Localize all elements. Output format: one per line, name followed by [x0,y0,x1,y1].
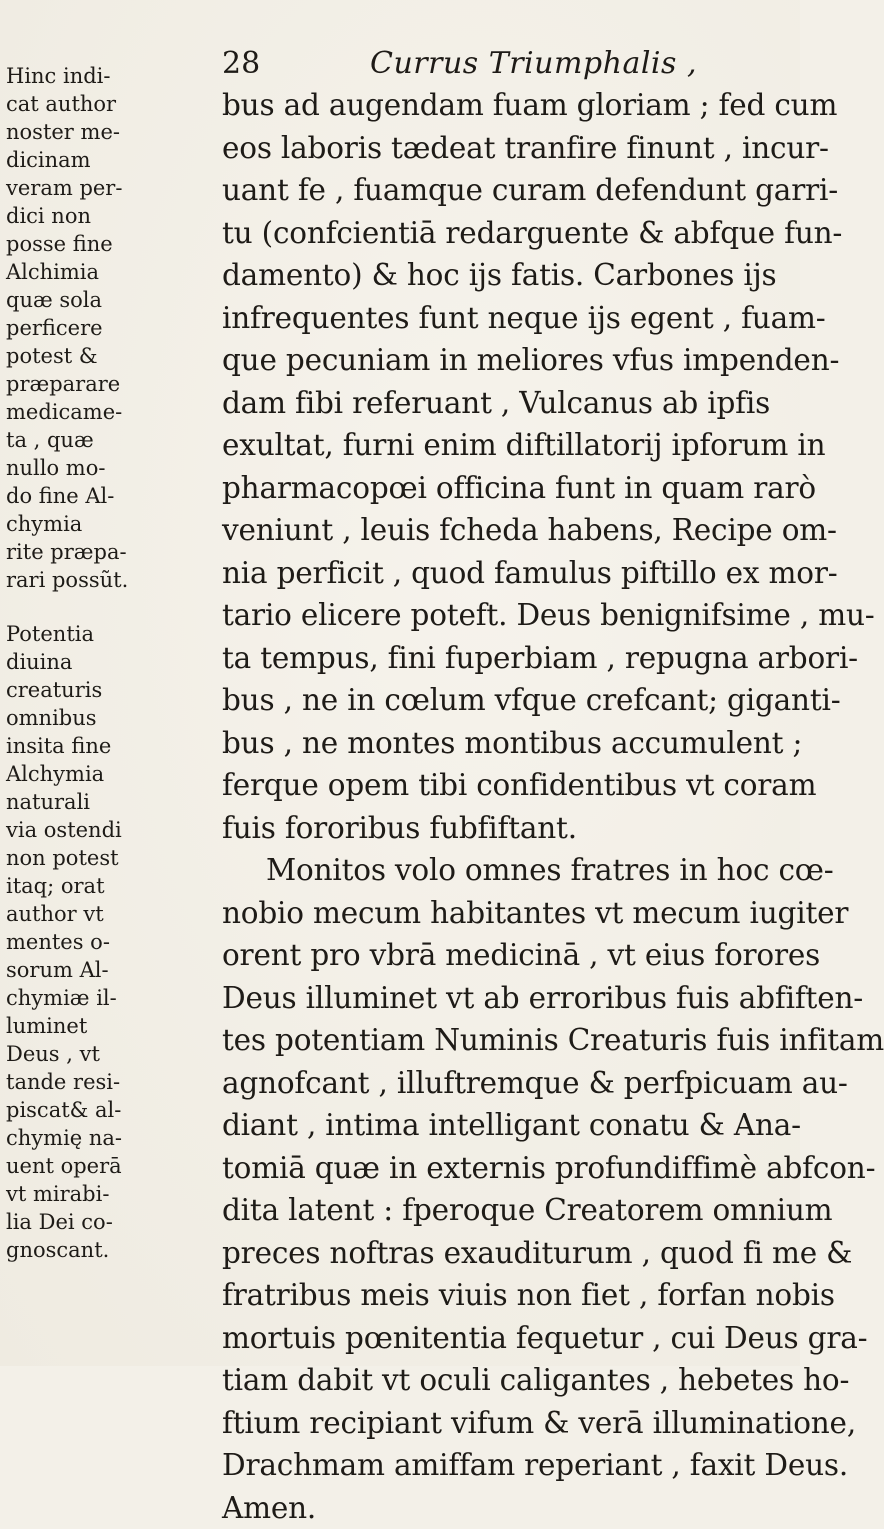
margin-note-line: Deus , vt [6,1040,104,1068]
margin-note-line: Alchimia [6,258,104,286]
text-line: uant fe , fuamque curam defendunt garri- [222,169,792,212]
text-line: dam fibi referuant , Vulcanus ab ipfis [222,382,792,425]
margin-note-line: luminet [6,1012,104,1040]
text-line: exultat, furni enim diftillatorij ipforum in [222,424,792,467]
text-line: bus , ne in cœlum vfque crefcant; giganti- [222,679,792,722]
margin-note-line: cat author [6,90,104,118]
margin-note-line: medicame- [6,398,104,426]
text-line: nia perficit , quod famulus piftillo ex mor- [222,552,792,595]
margin-note-line: dicinam [6,146,104,174]
page-number: 28 [222,44,260,84]
margin-note-line: diuina [6,648,104,676]
margin-note-line: naturali [6,788,104,816]
text-line: tes potentiam Numinis Creaturis fuis infitam [222,1019,792,1062]
margin-note-line: Potentia [6,620,104,648]
text-line: fratribus meis viuis non fiet , forfan nobis [222,1274,792,1317]
text-line: mortuis pœnitentia fequetur , cui Deus gra- [222,1317,792,1360]
text-line: veniunt , leuis fcheda habens, Recipe om- [222,509,792,552]
margin-notes [6,62,104,1264]
margin-note-line: quæ sola [6,286,104,314]
margin-note-line: noster me- [6,118,104,146]
paragraph-1 [222,84,792,849]
margin-note-line: lia Dei co- [6,1208,104,1236]
margin-note-line: sorum Al- [6,956,104,984]
text-line: damento) & hoc ijs fatis. Carbones ijs [222,254,792,297]
margin-note-line: rite præpa- [6,538,104,566]
text-line: ftium recipiant vifum & verā illuminatione, [222,1402,792,1445]
text-line: Amen. [222,1487,792,1529]
text-line: bus , ne montes montibus accumulent ; [222,722,792,765]
margin-note-line: piscat& al- [6,1096,104,1124]
text-line: tomiā quæ in externis profundiffimè abfcon- [222,1147,792,1190]
main-text [222,84,792,1529]
margin-note-line: Alchymia [6,760,104,788]
text-line: nobio mecum habitantes vt mecum iugiter [222,892,792,935]
margin-note-line: gnoscant. [6,1236,104,1264]
margin-note-line: via ostendi [6,816,104,844]
text-line: orent pro vbrā medicinā , vt eius forores [222,934,792,977]
margin-note-line: dici non [6,202,104,230]
text-line: preces noftras exauditurum , quod fi me & [222,1232,792,1275]
text-line: fuis fororibus fubfiftant. [222,807,792,850]
text-line: bus ad augendam fuam gloriam ; fed cum [222,84,792,127]
text-line: diant , intima intelligant conatu & Ana- [222,1104,792,1147]
margin-note-line: præparare [6,370,104,398]
paragraph-2 [222,849,792,1529]
margin-note-line: Hinc indi- [6,62,104,90]
text-line: eos laboris tædeat tranfire finunt , incur- [222,127,792,170]
margin-note-line: tande resi- [6,1068,104,1096]
margin-note-line: ta , quæ [6,426,104,454]
margin-note-line: posse fine [6,230,104,258]
margin-note-line: nullo mo- [6,454,104,482]
margin-note-line: rari possũt. [6,566,104,594]
page-header [222,44,782,84]
text-line: pharmacopœi officina funt in quam rarò [222,467,792,510]
margin-note-line: mentes o- [6,928,104,956]
margin-note-line: insita fine [6,732,104,760]
margin-note-line: creaturis [6,676,104,704]
margin-note [6,62,104,594]
margin-note-line: vt mirabi- [6,1180,104,1208]
margin-note-line: chymiæ il- [6,984,104,1012]
text-line: Drachmam amiffam reperiant , faxit Deus. [222,1444,792,1487]
margin-note [6,620,104,1264]
text-line: tario elicere poteft. Deus benignifsime , mu- [222,594,792,637]
margin-note-line: non potest [6,844,104,872]
margin-note-line: veram per- [6,174,104,202]
running-title: Currus Triumphalis , [370,44,697,84]
text-line: tu (confcientiā redarguente & abfque fun- [222,212,792,255]
margin-note-line: uent operā [6,1152,104,1180]
margin-note-line: chymię na- [6,1124,104,1152]
margin-note-line: chymia [6,510,104,538]
text-line: ferque opem tibi confidentibus vt coram [222,764,792,807]
text-line: dita latent : fperoque Creatorem omnium [222,1189,792,1232]
text-line: Monitos volo omnes fratres in hoc cœ- [222,849,792,892]
text-line: que pecuniam in meliores vfus impenden- [222,339,792,382]
margin-note-line: do fine Al- [6,482,104,510]
margin-note-line: potest & [6,342,104,370]
text-line: tiam dabit vt oculi caligantes , hebetes ho- [222,1359,792,1402]
text-line: Deus illuminet vt ab erroribus fuis abfiften- [222,977,792,1020]
margin-note-line: omnibus [6,704,104,732]
text-line: infrequentes funt neque ijs egent , fuam- [222,297,792,340]
text-line: ta tempus, fini fuperbiam , repugna arbori- [222,637,792,680]
text-line: agnofcant , illuftremque & perfpicuam au- [222,1062,792,1105]
margin-note-line: author vt [6,900,104,928]
margin-note-line: itaq; orat [6,872,104,900]
margin-note-line: perficere [6,314,104,342]
